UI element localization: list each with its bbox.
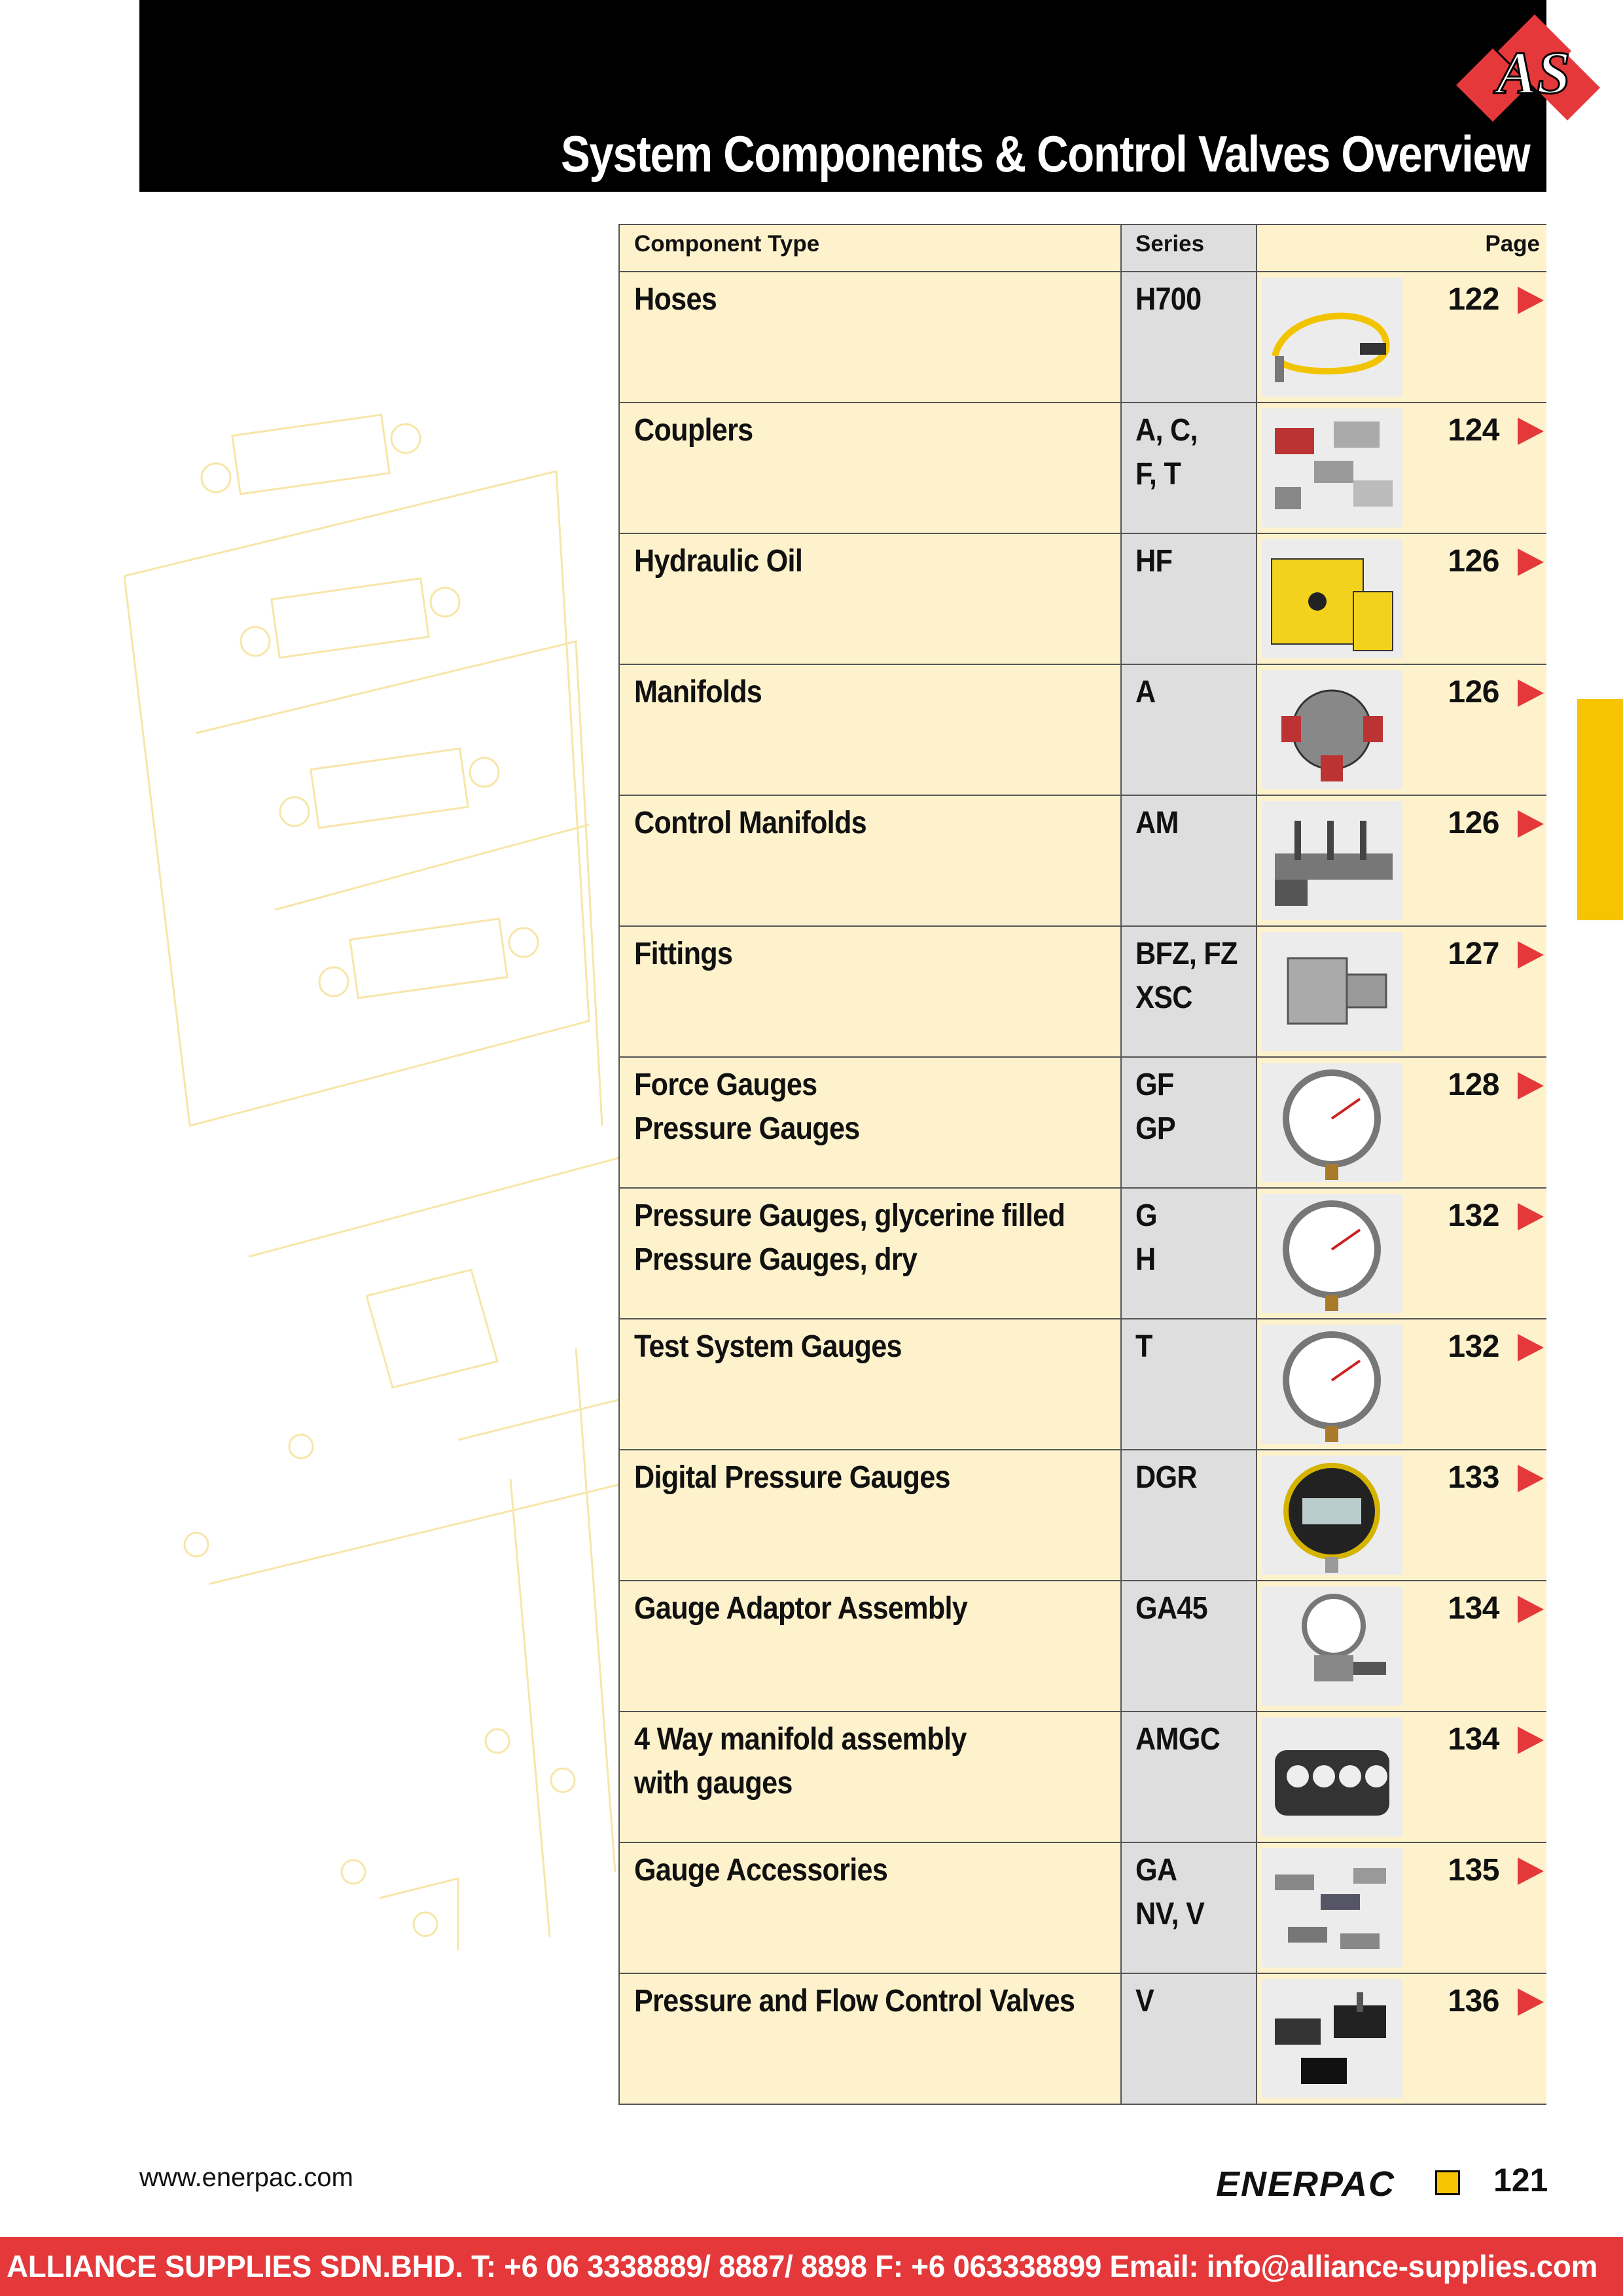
series-code: A, C, F, T [1135,413,1198,492]
digital-gauge-image [1262,1456,1402,1575]
table-left-border [618,1974,620,2104]
header-band [139,0,1546,192]
series-code: GA NV, V [1135,1853,1205,1931]
column-divider [1120,665,1122,795]
component-type: Couplers [634,413,753,448]
manifold-gauges-image [1262,1717,1402,1837]
gauge-image [1262,1063,1402,1182]
play-arrow-icon[interactable] [1518,1596,1544,1623]
enerpac-logo: ENERPAC [1216,2164,1396,2204]
play-arrow-icon[interactable] [1518,941,1544,969]
play-arrow-icon[interactable] [1518,418,1544,445]
table-left-border [618,225,620,271]
column-divider [1256,1450,1257,1580]
component-type: Gauge Accessories [634,1853,888,1888]
column-divider [1120,927,1122,1056]
series-code: AM [1135,806,1179,840]
column-divider [1120,1712,1122,1842]
page-reference[interactable]: 126 [1448,544,1499,579]
enerpac-logo-mark-icon [1435,2170,1460,2195]
alliance-supplies-logo [1456,9,1607,134]
page-reference[interactable]: 133 [1448,1460,1499,1495]
component-type: Hydraulic Oil [634,544,803,579]
hydraulic-oil-image [1262,539,1402,658]
series-code: GA45 [1135,1591,1207,1626]
page-reference[interactable]: 126 [1448,675,1499,709]
header-page: Page [1257,225,1546,271]
component-type: Digital Pressure Gauges [634,1460,950,1495]
play-arrow-icon[interactable] [1518,1072,1544,1100]
adaptor-image [1262,1587,1402,1706]
column-divider [1120,1974,1122,2104]
column-divider [1120,796,1122,925]
play-arrow-icon[interactable] [1518,679,1544,707]
couplers-image [1262,408,1402,528]
table-left-border [618,1319,620,1449]
play-arrow-icon[interactable] [1518,548,1544,576]
table-row[interactable] [618,1843,1546,1974]
series-code: A [1135,675,1156,709]
component-type: Pressure Gauges, glycerine filled Pressure Gauges, dry [634,1198,1065,1277]
gauge-image [1262,1325,1402,1444]
column-divider [1120,272,1122,402]
table-header [618,224,1546,272]
play-arrow-icon[interactable] [1518,1203,1544,1230]
table-row[interactable] [618,1058,1546,1189]
column-divider [1256,927,1257,1056]
column-divider [1120,1319,1122,1449]
component-type: 4 Way manifold assembly with gauges [634,1722,967,1801]
contact-text: ALLIANCE SUPPLIES SDN.BHD. T: +6 06 3338889/ 8887/ 8898 F: +6 063338899 Email: info@alliance-supplies.com [7,2249,1598,2284]
component-type: Force Gauges Pressure Gauges [634,1067,860,1146]
series-code: H700 [1135,282,1202,317]
table-row[interactable] [618,1581,1546,1712]
table-row[interactable] [618,272,1546,403]
play-arrow-icon[interactable] [1518,1988,1544,2016]
play-arrow-icon[interactable] [1518,810,1544,838]
table-body [618,272,1546,2105]
column-divider [1120,403,1122,533]
background-schematic [0,367,654,2003]
table-left-border [618,665,620,795]
play-arrow-icon[interactable] [1518,287,1544,314]
table-row[interactable] [618,796,1546,927]
play-arrow-icon[interactable] [1518,1857,1544,1885]
table-row[interactable] [618,403,1546,534]
table-left-border [618,1058,620,1187]
valves-image [1262,1979,1402,2098]
table-left-border [618,796,620,925]
column-divider [1256,1058,1257,1187]
page-reference[interactable]: 127 [1448,937,1499,971]
table-left-border [618,272,620,402]
table-left-border [618,534,620,664]
fitting-image [1262,932,1402,1051]
table-left-border [618,1450,620,1580]
table-row[interactable] [618,1189,1546,1319]
contact-bar [0,2237,1623,2296]
component-type: Control Manifolds [634,806,866,840]
table-row[interactable] [618,1450,1546,1581]
table-row[interactable] [618,1974,1546,2105]
table-row[interactable] [618,534,1546,665]
page-reference[interactable]: 134 [1448,1591,1499,1626]
column-divider [1256,1843,1257,1973]
column-divider [1256,1319,1257,1449]
series-code: T [1135,1329,1152,1364]
table-left-border [618,1712,620,1842]
control-manifold-image [1262,801,1402,920]
table-row[interactable] [618,1712,1546,1843]
component-type: Pressure and Flow Control Valves [634,1984,1075,2018]
play-arrow-icon[interactable] [1518,1727,1544,1754]
column-divider [1256,272,1257,402]
table-row[interactable] [618,665,1546,796]
page-reference[interactable]: 124 [1448,413,1499,448]
column-divider [1256,403,1257,533]
table-row[interactable] [618,1319,1546,1450]
column-divider [1120,534,1122,664]
series-code: AMGC [1135,1722,1221,1757]
column-divider [1256,1189,1257,1318]
header-series: Series [1121,225,1257,271]
table-left-border [618,1843,620,1973]
column-divider [1256,796,1257,925]
page-number: 121 [1493,2162,1548,2198]
column-divider [1120,1581,1122,1711]
page-reference[interactable]: 122 [1448,282,1499,317]
section-tab[interactable] [1577,699,1623,920]
header-component-type: Component Type [618,225,1121,271]
website-url[interactable]: www.enerpac.com [139,2163,353,2192]
svg-text:AS: AS [1497,39,1571,106]
series-code: HF [1135,544,1173,579]
gauge-image [1262,1194,1402,1313]
column-divider [1120,1450,1122,1580]
column-divider [1256,534,1257,664]
page-reference[interactable]: 136 [1448,1984,1499,2018]
table-row[interactable] [618,927,1546,1058]
table-left-border [618,1581,620,1711]
page-reference[interactable]: 128 [1448,1067,1499,1102]
series-code: GF GP [1135,1067,1175,1146]
page-reference[interactable]: 132 [1448,1198,1499,1233]
table-left-border [618,403,620,533]
column-divider [1120,1189,1122,1318]
column-divider [1256,1974,1257,2104]
page-title: System Components & Control Valves Overview [560,125,1529,183]
series-code: G H [1135,1198,1157,1277]
page-reference[interactable]: 134 [1448,1722,1499,1757]
hose-image [1262,278,1402,397]
column-divider [1256,225,1257,271]
component-type: Test System Gauges [634,1329,902,1364]
accessories-image [1262,1848,1402,1967]
column-divider [1256,1581,1257,1711]
series-code: DGR [1135,1460,1197,1495]
component-type: Fittings [634,937,733,971]
series-code: V [1135,1984,1154,2018]
component-type: Hoses [634,282,717,317]
page-reference[interactable]: 135 [1448,1853,1499,1888]
column-divider [1120,225,1122,271]
play-arrow-icon[interactable] [1518,1465,1544,1492]
component-type: Manifolds [634,675,762,709]
column-divider [1120,1058,1122,1187]
page-reference[interactable]: 132 [1448,1329,1499,1364]
table-left-border [618,927,620,1056]
components-table [618,224,1546,2105]
page-reference[interactable]: 126 [1448,806,1499,840]
column-divider [1256,1712,1257,1842]
play-arrow-icon[interactable] [1518,1334,1544,1361]
table-left-border [618,1189,620,1318]
column-divider [1120,1843,1122,1973]
series-code: BFZ, FZ XSC [1135,937,1238,1015]
component-type: Gauge Adaptor Assembly [634,1591,968,1626]
manifold-image [1262,670,1402,789]
column-divider [1256,665,1257,795]
